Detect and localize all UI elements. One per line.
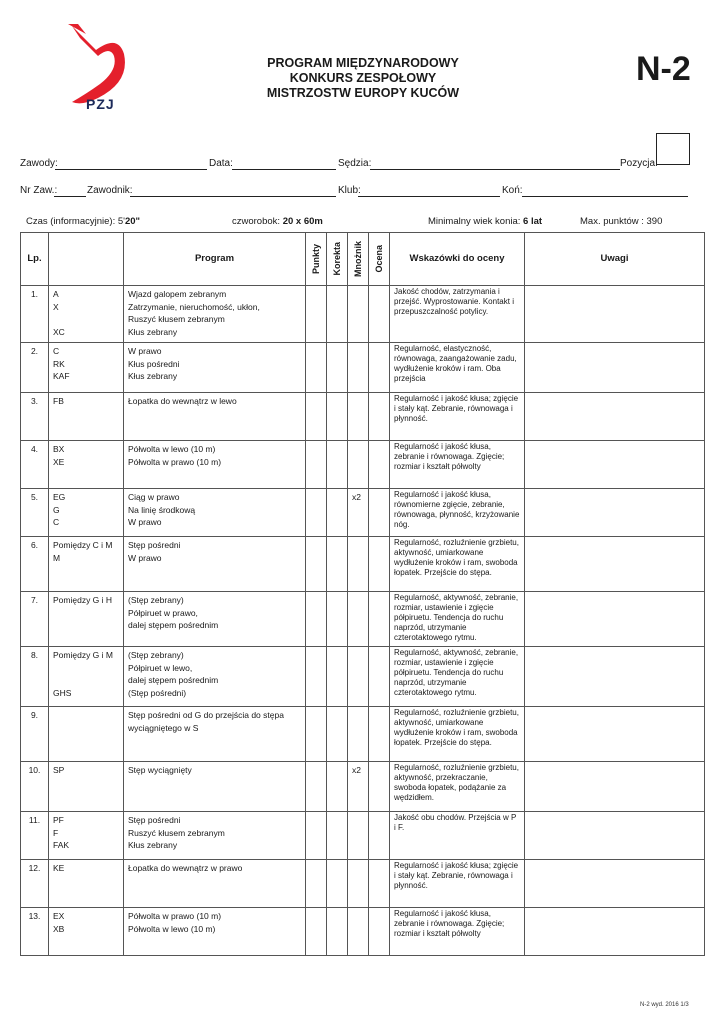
program-line: Na linię środkową xyxy=(128,504,196,515)
program-line: Półpiruet w prawo, xyxy=(128,607,198,618)
uwagi-cell[interactable] xyxy=(525,707,705,762)
row-hints: Jakość obu chodów. Przejścia w P i F. xyxy=(390,812,525,860)
row-number: 10. xyxy=(21,762,49,812)
kon-label: Koń: xyxy=(502,185,523,196)
uwagi-cell[interactable] xyxy=(525,489,705,537)
punkty-cell[interactable] xyxy=(306,762,327,812)
letter-line: KAF xyxy=(53,371,70,381)
row-hints: Regularność i jakość kłusa, równomierne zgięcie, zebranie, równowaga, płynność, krzyżowanie nóg. xyxy=(390,489,525,537)
punkty-cell[interactable] xyxy=(306,441,327,489)
row-program xyxy=(124,860,306,908)
program-line: Ruszyć kłusem zebranym xyxy=(128,314,225,324)
program-line xyxy=(128,875,301,888)
letter-line: M xyxy=(53,552,61,563)
mnoznik-cell xyxy=(348,393,369,441)
letter-line: Pomiędzy G i M xyxy=(53,650,113,660)
sedzia-field[interactable] xyxy=(370,169,620,170)
zawody-label: Zawody: xyxy=(20,158,58,169)
punkty-cell[interactable] xyxy=(306,812,327,860)
punkty-cell[interactable] xyxy=(306,908,327,956)
punkty-cell[interactable] xyxy=(306,647,327,707)
program-line xyxy=(128,789,301,802)
zawody-field[interactable] xyxy=(55,169,207,170)
test-code: N-2 xyxy=(636,50,691,88)
nr-zaw-label: Nr Zaw.: xyxy=(20,185,58,196)
ocena-cell[interactable] xyxy=(369,343,390,393)
letter-line: KE xyxy=(53,863,65,873)
header-wskazowki: Wskazówki do oceny xyxy=(390,233,525,286)
punkty-cell[interactable] xyxy=(306,286,327,343)
letter-line: Pomiędzy C i M xyxy=(53,540,113,550)
row-program xyxy=(124,592,306,647)
row-number: 7. xyxy=(21,592,49,647)
uwagi-cell[interactable] xyxy=(525,860,705,908)
data-field[interactable] xyxy=(232,169,336,170)
row-letters xyxy=(49,393,124,441)
korekta-cell[interactable] xyxy=(327,647,348,707)
table-row xyxy=(21,762,705,812)
mnoznik-cell xyxy=(348,441,369,489)
uwagi-cell[interactable] xyxy=(525,343,705,393)
letter-line: FAK xyxy=(53,840,70,850)
pozycja-box[interactable] xyxy=(656,133,690,165)
table-row xyxy=(21,393,705,441)
row-hints: Regularność, aktywność, zebranie, rozmiar, ustawienie i zgięcie półpiruetu. Tendencja do ruchu naprzód, utrzymanie czterotaktowego rytmu. xyxy=(390,647,525,707)
wiek-info: Minimalny wiek konia: 6 lat xyxy=(428,216,543,227)
letter-line xyxy=(53,887,119,900)
mnoznik-cell xyxy=(348,812,369,860)
row-hints: Regularność i jakość kłusa, zebranie i równowaga. Zgięcie; rozmiar i kształt półwolty xyxy=(390,441,525,489)
row-letters xyxy=(49,812,124,860)
punkty-cell[interactable] xyxy=(306,707,327,762)
table-row xyxy=(21,812,705,860)
korekta-cell[interactable] xyxy=(327,860,348,908)
program-line xyxy=(128,564,301,577)
nr-zaw-field[interactable] xyxy=(54,196,86,197)
korekta-cell[interactable] xyxy=(327,343,348,393)
program-line: Stęp pośredni xyxy=(128,540,181,550)
score-table xyxy=(20,232,705,956)
korekta-cell[interactable] xyxy=(327,812,348,860)
row-program xyxy=(124,489,306,537)
program-line: Kłus zebrany xyxy=(128,840,178,850)
program-line: Półpiruet w lewo, xyxy=(128,662,193,673)
letter-line: EG xyxy=(53,492,66,502)
zawodnik-field[interactable] xyxy=(130,196,336,197)
letter-line xyxy=(53,607,119,620)
uwagi-cell[interactable] xyxy=(525,592,705,647)
letter-line: X xyxy=(53,301,59,312)
kon-field[interactable] xyxy=(522,196,688,197)
row-letters xyxy=(49,860,124,908)
row-number: 8. xyxy=(21,647,49,707)
program-line: W prawo xyxy=(128,517,162,527)
program-line: Ciąg w prawo xyxy=(128,492,180,502)
row-hints: Regularność, rozluźnienie grzbietu, aktywność, przekraczanie, swoboda łopatek, podążanie za wędzidłem. xyxy=(390,762,525,812)
table-row xyxy=(21,647,705,707)
korekta-cell[interactable] xyxy=(327,707,348,762)
korekta-cell[interactable] xyxy=(327,537,348,592)
letter-line xyxy=(53,935,119,948)
letter-line: EX xyxy=(53,911,65,921)
table-row xyxy=(21,537,705,592)
program-line: (Stęp zebrany) xyxy=(128,650,184,660)
letter-line xyxy=(53,709,119,722)
letter-line xyxy=(53,789,119,802)
sedzia-label: Sędzia: xyxy=(338,158,372,169)
uwagi-cell[interactable] xyxy=(525,762,705,812)
table-row xyxy=(21,286,705,343)
table-row xyxy=(21,707,705,762)
row-number: 9. xyxy=(21,707,49,762)
ocena-cell[interactable] xyxy=(369,286,390,343)
uwagi-cell[interactable] xyxy=(525,441,705,489)
letter-line: C xyxy=(53,517,60,527)
letter-line: RK xyxy=(53,358,65,369)
row-letters xyxy=(49,441,124,489)
row-letters xyxy=(49,647,124,707)
program-line: (Stęp zebrany) xyxy=(128,595,184,605)
table-row xyxy=(21,860,705,908)
row-program xyxy=(124,812,306,860)
punkty-cell[interactable] xyxy=(306,860,327,908)
uwagi-cell[interactable] xyxy=(525,647,705,707)
header-program: Program xyxy=(124,233,306,286)
uwagi-cell[interactable] xyxy=(525,812,705,860)
title-line-2: KONKURS ZESPOŁOWY xyxy=(289,71,437,85)
header-lp: Lp. xyxy=(21,233,49,286)
czas-info: Czas (informacyjnie): 5'20" xyxy=(26,216,141,227)
program-line: W prawo xyxy=(128,552,162,563)
letter-line: FB xyxy=(53,396,64,406)
row-hints: Regularność i jakość kłusa, zebranie i równowaga. Zgięcie; rozmiar i kształt półwolty xyxy=(390,908,525,956)
row-letters xyxy=(49,343,124,393)
header-mnoznik: Mnożnik xyxy=(348,233,369,286)
letter-line: G xyxy=(53,504,60,515)
program-line: Półwolta w lewo (10 m) xyxy=(128,923,216,934)
program-line: Łopatka do wewnątrz w lewo xyxy=(128,396,237,406)
klub-field[interactable] xyxy=(358,196,500,197)
letter-line xyxy=(53,619,119,632)
row-program xyxy=(124,647,306,707)
program-line: (Stęp pośredni) xyxy=(128,687,187,698)
header-uwagi: Uwagi xyxy=(525,233,705,286)
mnoznik-cell xyxy=(348,343,369,393)
program-line: W prawo xyxy=(128,346,162,356)
punkty-cell[interactable] xyxy=(306,489,327,537)
program-line: Półwolta w prawo (10 m) xyxy=(128,911,222,921)
korekta-cell[interactable] xyxy=(327,908,348,956)
program-line xyxy=(128,777,301,790)
row-hints: Regularność, elastyczność, równowaga, zaangażowanie zadu, wydłużenie kroków i ram. Oba przejścia xyxy=(390,343,525,393)
letter-line xyxy=(53,674,119,687)
table-header-row xyxy=(21,233,705,286)
korekta-cell[interactable] xyxy=(327,592,348,647)
letter-line: GHS xyxy=(53,687,72,698)
punkty-cell[interactable] xyxy=(306,393,327,441)
title-line-1: PROGRAM MIĘDZYNARODOWY xyxy=(267,56,459,70)
table-row xyxy=(21,908,705,956)
ocena-cell[interactable] xyxy=(369,537,390,592)
zawodnik-label: Zawodnik: xyxy=(87,185,133,196)
ocena-cell[interactable] xyxy=(369,762,390,812)
table-row xyxy=(21,441,705,489)
program-line: Zatrzymanie, nieruchomość, ukłon, xyxy=(128,301,260,312)
row-letters xyxy=(49,707,124,762)
program-line xyxy=(128,887,301,900)
uwagi-cell[interactable] xyxy=(525,286,705,343)
row-number: 12. xyxy=(21,860,49,908)
footer-note: N-2 wyd. 2016 1/3 xyxy=(640,1002,689,1008)
letter-line xyxy=(53,734,119,747)
row-program xyxy=(124,343,306,393)
letter-line xyxy=(53,313,119,326)
header-ocena: Ocena xyxy=(369,233,390,286)
row-letters xyxy=(49,286,124,343)
punkty-cell[interactable] xyxy=(306,592,327,647)
mnoznik-cell xyxy=(348,647,369,707)
row-program xyxy=(124,441,306,489)
program-line: Stęp pośredni xyxy=(128,815,181,825)
table-row xyxy=(21,489,705,537)
program-line: wyciągniętego w S xyxy=(128,722,199,733)
letter-line: PF xyxy=(53,815,64,825)
table-row xyxy=(21,343,705,393)
letter-line: C xyxy=(53,346,60,356)
header-korekta: Korekta xyxy=(327,233,348,286)
klub-label: Klub: xyxy=(338,185,361,196)
header-punkty: Punkty xyxy=(306,233,327,286)
row-number: 6. xyxy=(21,537,49,592)
table-row xyxy=(21,592,705,647)
ocena-cell[interactable] xyxy=(369,812,390,860)
ocena-cell[interactable] xyxy=(369,489,390,537)
letter-line: XB xyxy=(53,923,65,934)
uwagi-cell[interactable] xyxy=(525,393,705,441)
ocena-cell[interactable] xyxy=(369,908,390,956)
letter-line: F xyxy=(53,827,59,838)
row-program xyxy=(124,393,306,441)
czworobok-info: czworobok: 20 x 60m xyxy=(232,216,323,227)
ocena-cell[interactable] xyxy=(369,707,390,762)
row-number: 2. xyxy=(21,343,49,393)
letter-line xyxy=(53,662,119,675)
row-program xyxy=(124,908,306,956)
ocena-cell[interactable] xyxy=(369,647,390,707)
korekta-cell[interactable] xyxy=(327,393,348,441)
program-line: dalej stępem pośrednim xyxy=(128,620,219,630)
data-label: Data: xyxy=(209,158,233,169)
mnoznik-cell xyxy=(348,286,369,343)
korekta-cell[interactable] xyxy=(327,762,348,812)
mnoznik-cell xyxy=(348,707,369,762)
program-line: Kłus zebrany xyxy=(128,326,178,337)
row-letters xyxy=(49,592,124,647)
program-line xyxy=(128,935,301,948)
mnoznik-cell xyxy=(348,860,369,908)
program-line: Stęp wyciągnięty xyxy=(128,765,192,775)
row-number: 5. xyxy=(21,489,49,537)
letter-line: BX xyxy=(53,444,65,454)
row-letters xyxy=(49,762,124,812)
letter-line: SP xyxy=(53,765,65,775)
punkty-cell[interactable] xyxy=(306,343,327,393)
header-letters xyxy=(49,233,124,286)
uwagi-cell[interactable] xyxy=(525,537,705,592)
letter-line xyxy=(53,564,119,577)
letter-line xyxy=(53,875,119,888)
row-number: 3. xyxy=(21,393,49,441)
ocena-cell[interactable] xyxy=(369,393,390,441)
mnoznik-cell xyxy=(348,908,369,956)
title-line-3: MISTRZOSTW EUROPY KUCÓW xyxy=(266,86,460,100)
row-number: 4. xyxy=(21,441,49,489)
ocena-cell[interactable] xyxy=(369,860,390,908)
letter-line: XE xyxy=(53,456,65,467)
program-line: dalej stępem pośrednim xyxy=(128,675,219,685)
korekta-cell[interactable] xyxy=(327,489,348,537)
uwagi-cell[interactable] xyxy=(525,908,705,956)
letter-line xyxy=(53,408,119,421)
row-hints: Regularność i jakość kłusa; zgięcie i stały kąt. Zebranie, równowaga i płynność. xyxy=(390,860,525,908)
row-hints: Jakość chodów, zatrzymania i przejść. Wyprostowanie. Kontakt i przepuszczalność potylicy. xyxy=(390,286,525,343)
row-number: 13. xyxy=(21,908,49,956)
pozycja-label: Pozycja: xyxy=(620,158,658,169)
program-line: Wjazd galopem zebranym xyxy=(128,289,227,299)
row-hints: Regularność, aktywność, zebranie, rozmiar, ustawienie i zgięcie półpiruetu. Tendencja do ruchu naprzód, utrzymanie czterotaktowego rytmu. xyxy=(390,592,525,647)
row-letters xyxy=(49,537,124,592)
logo-text: PZJ xyxy=(86,96,115,112)
ocena-cell[interactable] xyxy=(369,592,390,647)
letter-line: Pomiędzy G i H xyxy=(53,595,113,605)
letter-line: XC xyxy=(53,326,65,337)
row-program xyxy=(124,537,306,592)
max-points-info: Max. punktów : 390 xyxy=(580,216,663,227)
row-program xyxy=(124,707,306,762)
program-line: Łopatka do wewnątrz w prawo xyxy=(128,863,243,873)
program-line xyxy=(128,408,301,421)
program-line: Półwolta w lewo (10 m) xyxy=(128,444,216,454)
row-number: 1. xyxy=(21,286,49,343)
row-letters xyxy=(49,489,124,537)
row-hints: Regularność, rozluźnienie grzbietu, aktywność, umiarkowane wydłużenie kroków i ram, swoboda łopatek. Przejście do stępa. xyxy=(390,537,525,592)
letter-line xyxy=(53,722,119,735)
korekta-cell[interactable] xyxy=(327,286,348,343)
program-line: Kłus pośredni xyxy=(128,358,180,369)
program-line: Półwolta w prawo (10 m) xyxy=(128,456,222,467)
row-hints: Regularność, rozluźnienie grzbietu, aktywność, umiarkowane wydłużenie kroków i ram, swoboda łopatek. Przejście do stępa. xyxy=(390,707,525,762)
letter-line xyxy=(53,777,119,790)
program-line: Ruszyć kłusem zebranym xyxy=(128,827,225,838)
row-program xyxy=(124,286,306,343)
mnoznik-cell: x2 xyxy=(348,489,369,537)
row-number: 11. xyxy=(21,812,49,860)
mnoznik-cell xyxy=(348,592,369,647)
row-letters xyxy=(49,908,124,956)
letter-line: A xyxy=(53,289,59,299)
program-line: Stęp pośredni od G do przejścia do stępa xyxy=(128,710,284,720)
program-line: Kłus zebrany xyxy=(128,371,178,381)
punkty-cell[interactable] xyxy=(306,537,327,592)
mnoznik-cell xyxy=(348,537,369,592)
korekta-cell[interactable] xyxy=(327,441,348,489)
row-program xyxy=(124,762,306,812)
ocena-cell[interactable] xyxy=(369,441,390,489)
program-line xyxy=(128,734,301,747)
row-hints: Regularność i jakość kłusa; zgięcie i stały kąt. Zebranie, równowaga i płynność. xyxy=(390,393,525,441)
mnoznik-cell: x2 xyxy=(348,762,369,812)
